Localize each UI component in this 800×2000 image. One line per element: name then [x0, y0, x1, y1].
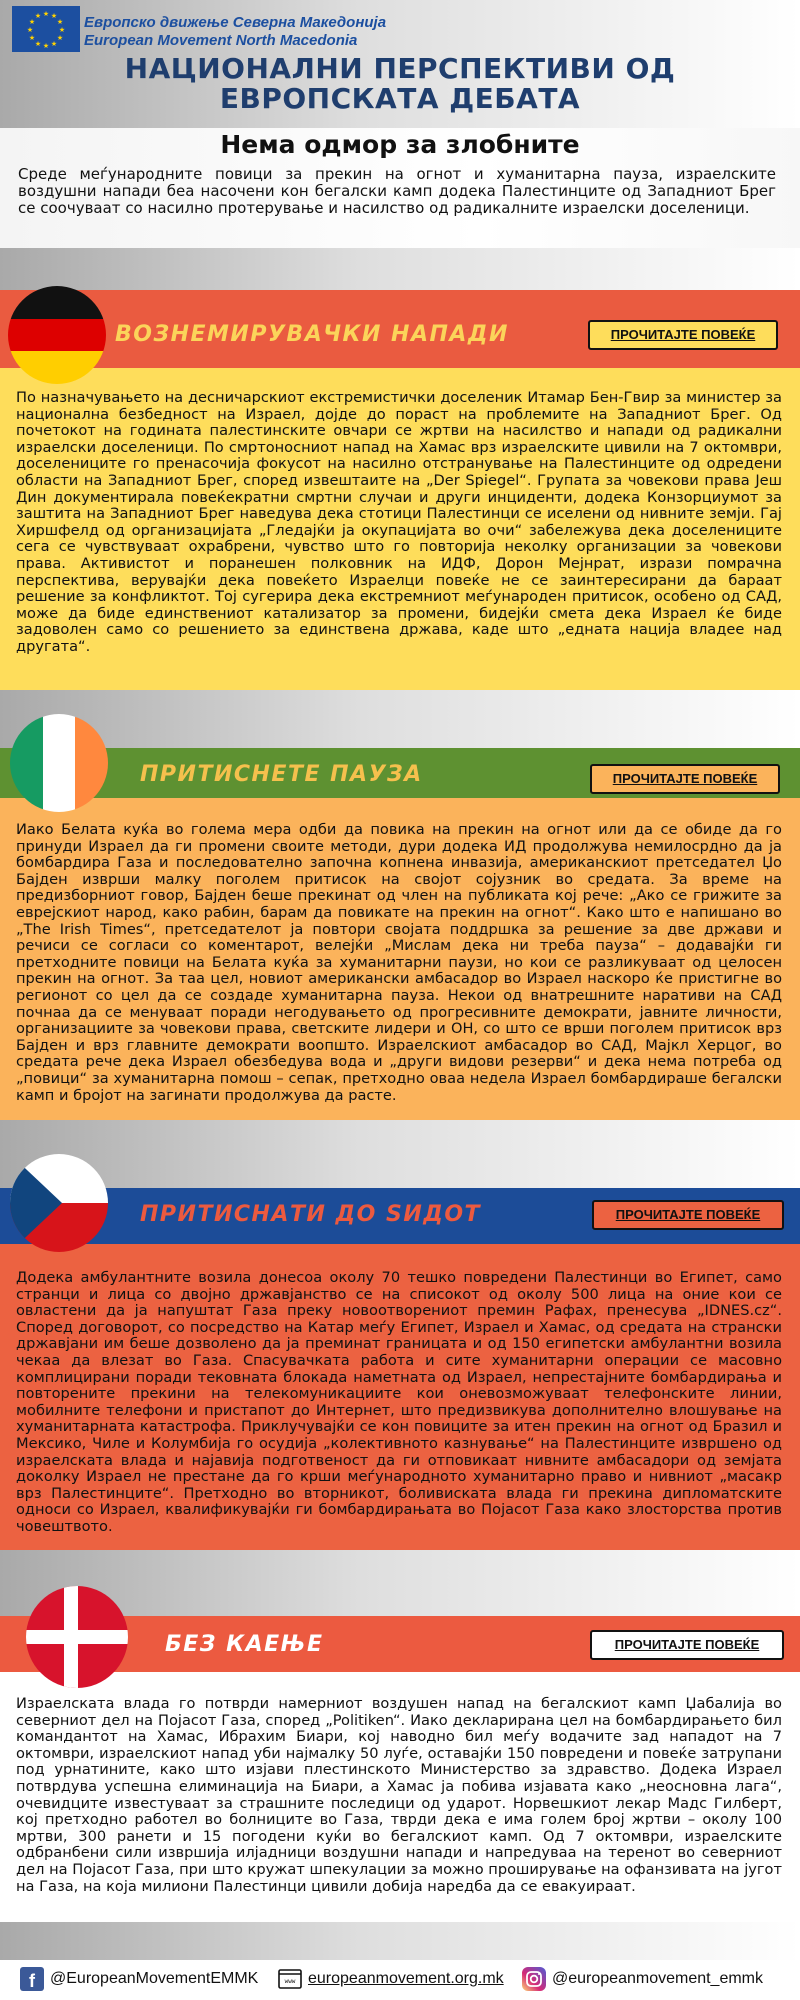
- section-title: БЕЗ КАЕЊЕ: [165, 1632, 324, 1657]
- instagram-icon: [522, 1967, 546, 1991]
- section-title: ПРИТИСНАТИ ДО ЅИДОТ: [140, 1202, 482, 1227]
- svg-text:f: f: [29, 1971, 35, 1991]
- section-text: По назначувањето на десничарскиот екстремистички доселеник Итамар Бен-Гвир за министер за национална безбедност на Израел, дојде до пораст на проблемите на Западниот Брег. Од почетокот на годината палестинските овчари се жртви на насилство и напади од радикални израелски доселеници. По смртоносниот напад на Хамас врз израелските цивили на 7 октомври, доселениците го пренасочија фокусот на насилно отстранување на Палестинците од одредени области на Западниот Брег, според извештаите на „Der Spiegel“. Групата за човекови права Јеш Дин документирала повеќекратни смртни случаи и други инциденти, додека Конзорциумот за заштита на Западниот Брег наведува дека стотици Палестинци се иселени од нивните земји. Гај Хиршфелд од организацијата „Гледајќи ја окупацијата во очи“ забележува дека доселениците сега се чувствуваат охрабрени, чувство што го повторија неколку организации за човекови права. Активистот и поранешен полковник на ИДФ, Дорон Мејнрат, изрази помрачна перспектива, верувајќи дека повеќето Израелци повеќе не се заинтересирани да бараат решение за конфликтот. Тој сугерира дека екстремниот меѓународен притисок, особено од САД, може да биде единствениот катализатор за промени, бидејќи смета дека Израел ќе биде задоволен само со решението за единствена држава, каде што „едната нација владее над другата“.: [16, 389, 782, 655]
- footer-facebook[interactable]: [20, 1966, 258, 1992]
- svg-text:★: ★: [28, 34, 36, 42]
- section-text: Додека амбулантните возила донесоа околу 70 тешко повредени Палестинци во Египет, само странци и лица со двојно државјанство се на списокот од околу 500 лица на оние кои се овластени да ја напуштат Газа преку новоотворениот премин Рафах, пренесува „IDNES.cz“. Според договорот, со посредство на Катар меѓу Египет, Израел и Хамас, од средата на странски државјани им беше дозволено да ја преминат границата и од 150 египетски амбулантни возила чекаа да влезат во Газа. Спасувачката работа и сите хуманитарни операции се масовно комплицирани поради тековната блокада наметната од Израел, непрестајните бомбардирања и повторените прекини на телекомуникациите кои оневозможуваат телефонските линии, мобилните телефони и пристапот до Интернет, што предизвикува дополнително влошување на хуманитарната катастрофа. Приклучувајќи се кон повиците за итен прекин на огнот од Бразил и Мексико, Чиле и Колумбија го осудија „колективното казнување“ на Палестинците извршено од израелската влада и најавија подготвеност да ги отповикаат нивните амбасадори од земјата доколку Израел не престане да го крши меѓународното хуманитарно право и нивниот „масакр врз Палестинците“. Претходно во вторникот, боливиската влада ги прекина дипломатските односи со Израел, квалификувајќи ги бомбардирањата во Појасот Газа како злосторства против човештвото.: [16, 1269, 782, 1535]
- facebook-handle[interactable]: @EuropeanMovementEMMK: [50, 1970, 259, 1987]
- intro-title: Нема одмор за злобните: [220, 130, 580, 159]
- svg-text:★: ★: [50, 40, 58, 48]
- website-url[interactable]: europeanmovement.org.mk: [308, 1970, 504, 1987]
- svg-text:★: ★: [50, 12, 58, 20]
- svg-text:★: ★: [34, 40, 42, 48]
- svg-text:★: ★: [42, 10, 50, 18]
- svg-text:★: ★: [56, 34, 64, 42]
- svg-text:★: ★: [26, 26, 34, 34]
- page-title-line2: ЕВРОПСКАТА ДЕБАТА: [219, 82, 581, 115]
- ireland-flag-icon: [10, 714, 108, 812]
- svg-text:★: ★: [28, 18, 36, 26]
- section-press-pause: [0, 720, 800, 1120]
- page-title-line1: НАЦИОНАЛНИ ПЕРСПЕКТИВИ ОД: [124, 52, 676, 85]
- footer-instagram[interactable]: [522, 1966, 763, 1992]
- org-name-mk: Европско движење Северна Македонија: [84, 14, 387, 31]
- section-disturbing-attacks: [0, 290, 800, 690]
- section-title: ПРИТИСНЕТЕ ПАУЗА: [140, 762, 423, 787]
- svg-text:★: ★: [58, 26, 66, 34]
- org-name-en: European Movement North Macedonia: [84, 32, 358, 49]
- instagram-handle[interactable]: @europeanmovement_emmk: [552, 1970, 764, 1987]
- czech-flag-icon: [10, 1154, 108, 1252]
- svg-text:★: ★: [56, 18, 64, 26]
- read-more-button[interactable]: ПРОЧИТАЈТЕ ПОВЕЌЕ: [590, 1630, 784, 1660]
- page-title: [0, 54, 800, 114]
- section-text: Израелската влада го потврди намерниот воздушен напад на бегалскиот камп Џабалија во северниот дел на Појасот Газа, според „Politiken“. Иако декларирана цел на бомбардирањето бил командантот на Хамас, Ибрахим Биари, кој наводно бил меѓу водачите зад нападот на 7 октомври, израелскиот напад уби најмалку 50 луѓе, оставајќи 150 повредени и повеќе затрупани под урнатините, како што изјави плестинското Министерство за здравство. Додека Израел потврдува успешна елиминација на Биари, а Хамас ја побива изјавата како „неосновна лага“, очевидците известуваат за страшните последици од ударот. Норвешкиот лекар Мадс Гилберт, кој претходно работел во болниците во Газа, тврди дека е има голем број жртви – околу 100 мртви, 300 ранети и 15 погодени куќи во бегалскиот камп. Од 7 октомври, израелските одбранбени сили извршија илјадници воздушни напади и напредуваа на теренот во северниот дел на Појасот Газа, при што кружат шпекулации за можно проширување на офанзивата на југот на Газа, на која милиони Палестинци цивили добија наредба да се евакуираат.: [16, 1695, 782, 1895]
- footer-website[interactable]: [278, 1966, 504, 1992]
- read-more-button[interactable]: ПРОЧИТАЈТЕ ПОВЕЌЕ: [588, 320, 778, 350]
- germany-flag-icon: [8, 286, 106, 384]
- svg-text:www: www: [284, 1978, 296, 1985]
- read-more-button[interactable]: ПРОЧИТАЈТЕ ПОВЕЌЕ: [590, 764, 780, 794]
- section-text: Иако Белата куќа во голема мера одби да повика на прекин на огнот или да се обиде да го принуди Израел да ги промени своите методи, дури додека ИД продолжува немилосрдно да ја бомбардира Газа и последователно започна копнена инвазија, американскиот претседател Џо Бајден изврши малку поголем притисок на својот сојузник во средата. За време на предизборниот говор, Бајден беше прекинат од член на публиката кој рече: „Ако се грижите за еврејскиот народ, како рабин, барам да повикате на прекин на огнот“. Како што е напишано во „The Irish Times“, претседателот ја повтори својата поддршка за решение за две држави и речиси се согласи со коментарот, велејќи „Мислам дека ни треба пауза“ – додавајќи ги претходните повици на Белата куќа за хуманитарни паузи, но кои се разликуваат од целосен прекин на огнот. За таа цел, новиот американски амбасадор во Израел наскоро ќе пристигне во регионот со цел да се создаде хуманитарна пауза. Некои од внатрешните наративи на САД почнаа да се менуваат поради негодувањето од прогресивните демократи, јавните личности, организациите за човекови права, светските лидери и ОН, со што се врши поголем притисок врз Бајден и врз главните демократи воопшто. Израелскиот амбасадор во САД, Мајкл Херцог, во средата рече дека Израел обезбедува вода и „други видови резерви“ и дека нема потреба од „повици“ за хуманитарна помош – сепак, претходно оваа недела Израел бомбардираше бегалски камп и бројот на загинати продолжува да расте.: [16, 821, 782, 1104]
- facebook-icon: [20, 1967, 44, 1991]
- section-title: ВОЗНЕМИРУВАЧКИ НАПАДИ: [115, 322, 509, 347]
- section-pushed-to-the-wall: [0, 1160, 800, 1550]
- web-icon: [278, 1967, 302, 1991]
- svg-text:★: ★: [34, 12, 42, 20]
- intro-text: Среде меѓународните повици за прекин на огнот и хуманитарна пауза, израелските воздушни напади беа насочени кон бегалски камп додека Палестинците од Западниот Брег се соочуваат со насилно протерување и насилство од радикалните израелски доселеници.: [18, 165, 776, 217]
- svg-text:★: ★: [42, 42, 50, 50]
- section-no-remorse: [0, 1590, 800, 1922]
- denmark-flag-icon: [26, 1586, 128, 1688]
- read-more-button[interactable]: ПРОЧИТАЈТЕ ПОВЕЌЕ: [592, 1200, 784, 1230]
- eu-flag-icon: [12, 6, 80, 52]
